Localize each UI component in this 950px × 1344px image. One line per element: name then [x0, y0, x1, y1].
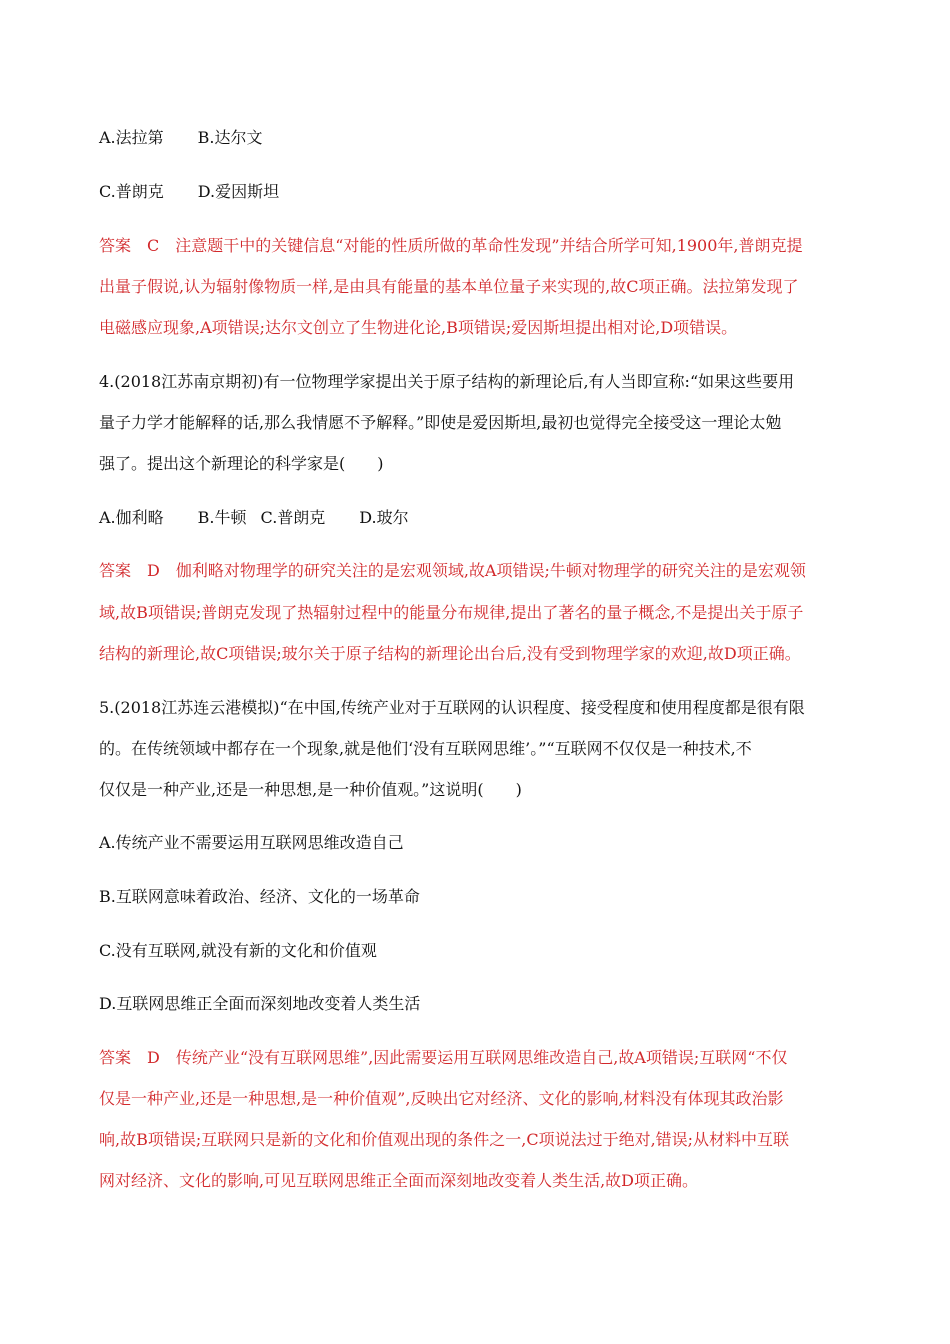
q5-answer-line-1: 答案 D 传统产业“没有互联网思维”,因此需要运用互联网思维改造自己,故A项错误;互联网“不仅: [99, 1048, 788, 1067]
q4-stem-line-1: 4.(2018江苏南京期初)有一位物理学家提出关于原子结构的新理论后,有人当即宣称:“如果这些要用: [99, 372, 795, 391]
q4-stem-line-2: 量子力学才能解释的话,那么我情愿不予解释。”即使是爱因斯坦,最初也觉得完全接受这一理论太勉: [99, 413, 782, 432]
q3-option-b: B.达尔文: [197, 128, 263, 147]
q3-option-c: C.普朗克: [99, 182, 164, 201]
q5-option-d: D.互联网思维正全面而深刻地改变着人类生活: [99, 994, 421, 1013]
q3-option-a: A.法拉第: [99, 128, 164, 147]
q4-option-b: B.牛顿: [197, 508, 247, 527]
q3-options-line-2: [99, 182, 279, 202]
q5-answer-line-3: 响,故B项错误;互联网只是新的文化和价值观出现的条件之一,C项说法过于绝对,错误;从材料中互联: [99, 1130, 790, 1149]
q4-option-d: D.玻尔: [359, 508, 409, 527]
q4-answer-line-3: 结构的新理论,故C项错误;玻尔关于原子结构的新理论出台后,没有受到物理学家的欢迎,故D项正确。: [99, 644, 801, 663]
q4-answer-line-2: 域,故B项错误;普朗克发现了热辐射过程中的能量分布规律,提出了著名的量子概念,不是提出关于原子: [99, 603, 804, 622]
q4-options-line: [99, 508, 409, 528]
q5-option-a: A.传统产业不需要运用互联网思维改造自己: [99, 833, 404, 852]
q5-option-b: B.互联网意味着政治、经济、文化的一场革命: [99, 887, 420, 906]
q3-option-d: D.爱因斯坦: [197, 182, 280, 201]
q5-stem-line-3: 仅仅是一种产业,还是一种思想,是一种价值观。”这说明( ): [99, 780, 522, 799]
q5-stem-line-1: 5.(2018江苏连云港模拟)“在中国,传统产业对于互联网的认识程度、接受程度和使用程度都是很有限: [99, 698, 805, 717]
q4-option-a: A.伽利略: [99, 508, 164, 527]
q3-answer-line-1: 答案 C 注意题干中的关键信息“对能的性质所做的革命性发现”并结合所学可知,1900年,普朗克提: [99, 236, 803, 255]
q4-answer-line-1: 答案 D 伽利略对物理学的研究关注的是宏观领域,故A项错误;牛顿对物理学的研究关注的是宏观领: [99, 561, 806, 580]
q5-answer-line-4: 网对经济、文化的影响,可见互联网思维正全面而深刻地改变着人类生活,故D项正确。: [99, 1171, 699, 1190]
q4-stem-line-3: 强了。提出这个新理论的科学家是( ): [99, 454, 384, 473]
q4-option-c: C.普朗克: [260, 508, 326, 527]
q3-options-line-1: [99, 128, 263, 148]
q3-answer-line-3: 电磁感应现象,A项错误;达尔文创立了生物进化论,B项错误;爱因斯坦提出相对论,D项错误。: [99, 318, 738, 337]
q5-stem-line-2: 的。在传统领域中都存在一个现象,就是他们‘没有互联网思维’。”“互联网不仅仅是一种技术,不: [99, 739, 752, 758]
q5-option-c: C.没有互联网,就没有新的文化和价值观: [99, 941, 377, 960]
q3-answer-line-2: 出量子假说,认为辐射像物质一样,是由具有能量的基本单位量子来实现的,故C项正确。法拉第发现了: [99, 277, 799, 296]
q5-answer-line-2: 仅是一种产业,还是一种思想,是一种价值观”,反映出它对经济、文化的影响,材料没有体现其政治影: [99, 1089, 784, 1108]
